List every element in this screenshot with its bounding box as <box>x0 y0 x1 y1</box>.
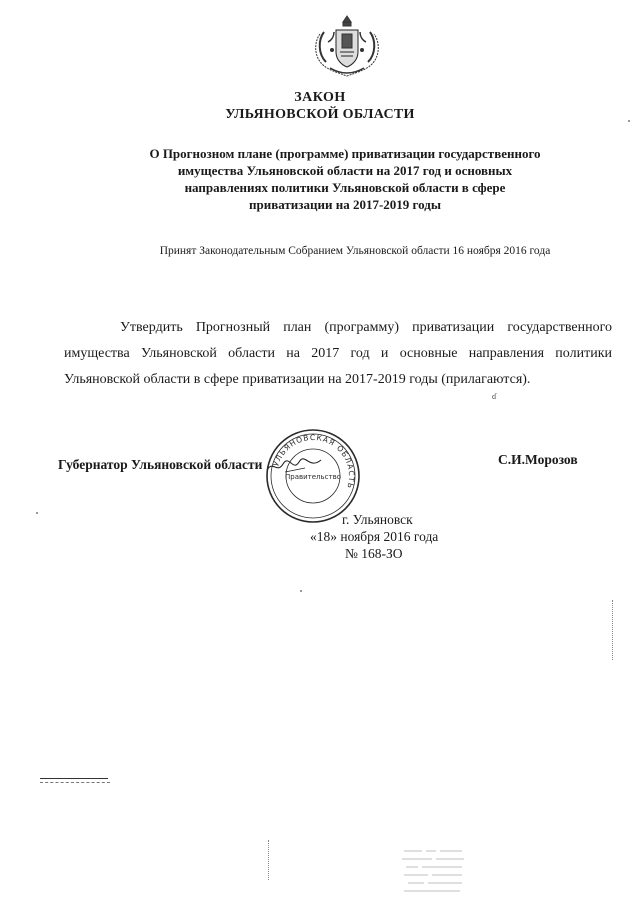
subject-line: направлениях политики Ульяновской области в сфере <box>184 180 506 195</box>
signatory-name: С.И.Морозов <box>498 452 578 467</box>
footnote-divider <box>40 778 108 779</box>
subject-line: имущества Ульяновской области на 2017 год и основных <box>177 163 513 178</box>
document-type-title: ЗАКОН <box>294 90 346 105</box>
coat-of-arms-icon <box>310 12 384 82</box>
margin-mark: ɗ <box>492 392 496 401</box>
adoption-note: Принят Законодательным Собранием Ульяновской области 16 ноября 2016 года <box>159 245 551 257</box>
scan-speck <box>300 590 302 592</box>
subject-line: О Прогнозном плане (программе) приватизации государственного <box>149 146 541 161</box>
scan-dash <box>612 600 613 660</box>
law-body-text: Утвердить Прогнозный план (программу) приватизации государственного имущества Ульяновской области на 2017 год и основные направления политики Ульяновской области в сфере приватизации на 2017-2019 годы (прилагаются). <box>64 320 612 387</box>
signing-city: г. Ульяновск <box>342 512 413 527</box>
footnote-divider-dashed <box>40 782 110 783</box>
stamp-ring-text: УЛЬЯНОВСКАЯ ОБЛАСТЬ <box>271 432 357 491</box>
law-number: № 168-ЗО <box>345 546 403 561</box>
stamp-center-text: Правительство <box>285 473 341 481</box>
handwritten-signature <box>265 456 325 476</box>
law-subject <box>105 145 585 213</box>
scan-noise <box>400 845 470 895</box>
scan-dash <box>268 840 269 880</box>
issuing-authority-title: УЛЬЯНОВСКОЙ ОБЛАСТИ <box>225 107 415 122</box>
signatory-position: Губернатор Ульяновской области <box>58 457 263 472</box>
subject-line: приватизации на 2017-2019 годы <box>249 197 441 212</box>
scan-speck <box>628 120 630 122</box>
signing-date: «18» ноября 2016 года <box>310 529 439 544</box>
scan-speck <box>36 512 38 514</box>
official-stamp <box>265 428 361 524</box>
